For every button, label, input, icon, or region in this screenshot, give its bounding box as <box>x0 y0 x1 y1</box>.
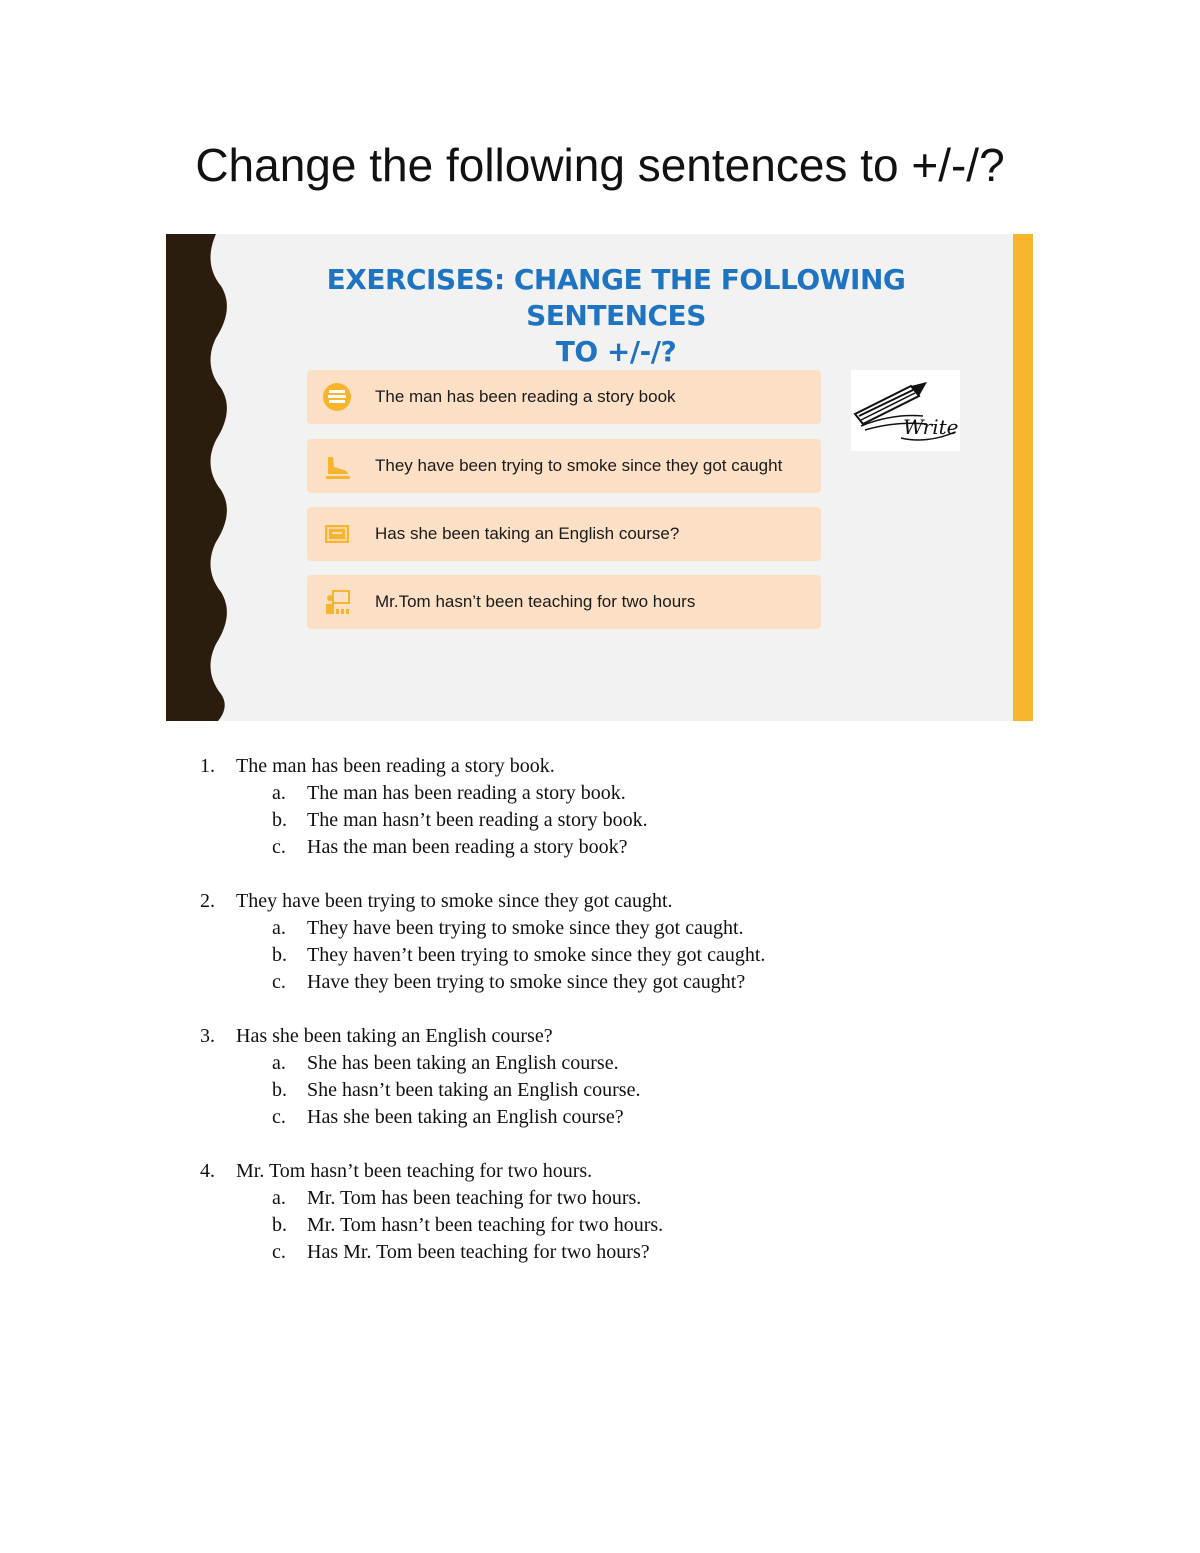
option-text: Mr. Tom hasn’t been teaching for two hours. <box>307 1214 664 1236</box>
slide-title: EXERCISES: CHANGE THE FOLLOWING SENTENCES TO +/-/? <box>326 263 906 368</box>
question-number: 3. <box>200 1025 215 1047</box>
option-text: The man hasn’t been reading a story book. <box>307 809 648 831</box>
option-text: They haven’t been trying to smoke since they got caught. <box>307 944 766 966</box>
page-title: Change the following sentences to +/-/? <box>195 139 1005 191</box>
option-letter: c. <box>272 1106 286 1128</box>
option-letter: c. <box>272 971 286 993</box>
answer-group <box>200 1158 1100 1266</box>
option-letter: b. <box>272 809 287 831</box>
slide-item: Has she been taking an English course? <box>307 507 821 561</box>
option-letter: b. <box>272 1079 287 1101</box>
question-text: The man has been reading a story book. <box>236 755 555 777</box>
option-letter: a. <box>272 1052 286 1074</box>
option-text: She has been taking an English course. <box>307 1052 619 1074</box>
teacher-board-icon <box>319 584 355 620</box>
answers-list <box>200 753 1100 1293</box>
option-text: Mr. Tom has been teaching for two hours. <box>307 1187 642 1209</box>
slide-item: Mr.Tom hasn’t been teaching for two hours <box>307 575 821 629</box>
option-text: Have they been trying to smoke since they got caught? <box>307 971 746 993</box>
accent-bar <box>1013 234 1033 721</box>
question-text: Has she been taking an English course? <box>236 1025 553 1047</box>
book-stack-icon <box>319 379 355 415</box>
option-letter: b. <box>272 944 287 966</box>
write-pencil-illustration <box>851 370 960 451</box>
certificate-icon <box>319 516 355 552</box>
slide-item: The man has been reading a story book <box>307 370 821 424</box>
write-label: Write <box>903 415 959 439</box>
answer-group <box>200 888 1100 996</box>
question-number: 2. <box>200 890 215 912</box>
option-letter: c. <box>272 1241 286 1263</box>
option-text: Has she been taking an English course? <box>307 1106 624 1128</box>
option-letter: b. <box>272 1214 287 1236</box>
option-letter: a. <box>272 917 286 939</box>
question-number: 1. <box>200 755 215 777</box>
shoe-icon <box>319 448 355 484</box>
option-letter: a. <box>272 782 286 804</box>
option-letter: c. <box>272 836 286 858</box>
exercise-slide-image <box>166 234 1033 721</box>
question-number: 4. <box>200 1160 215 1182</box>
option-letter: a. <box>272 1187 286 1209</box>
option-text: She hasn’t been taking an English course. <box>307 1079 641 1101</box>
option-text: The man has been reading a story book. <box>307 782 626 804</box>
wave-border-decoration <box>166 234 230 721</box>
slide-item: They have been trying to smoke since they got caught <box>307 439 821 493</box>
option-text: Has the man been reading a story book? <box>307 836 628 858</box>
answer-group <box>200 753 1100 861</box>
option-text: They have been trying to smoke since they got caught. <box>307 917 744 939</box>
question-text: Mr. Tom hasn’t been teaching for two hours. <box>236 1160 593 1182</box>
answer-group <box>200 1023 1100 1131</box>
option-text: Has Mr. Tom been teaching for two hours? <box>307 1241 650 1263</box>
question-text: They have been trying to smoke since they got caught. <box>236 890 673 912</box>
